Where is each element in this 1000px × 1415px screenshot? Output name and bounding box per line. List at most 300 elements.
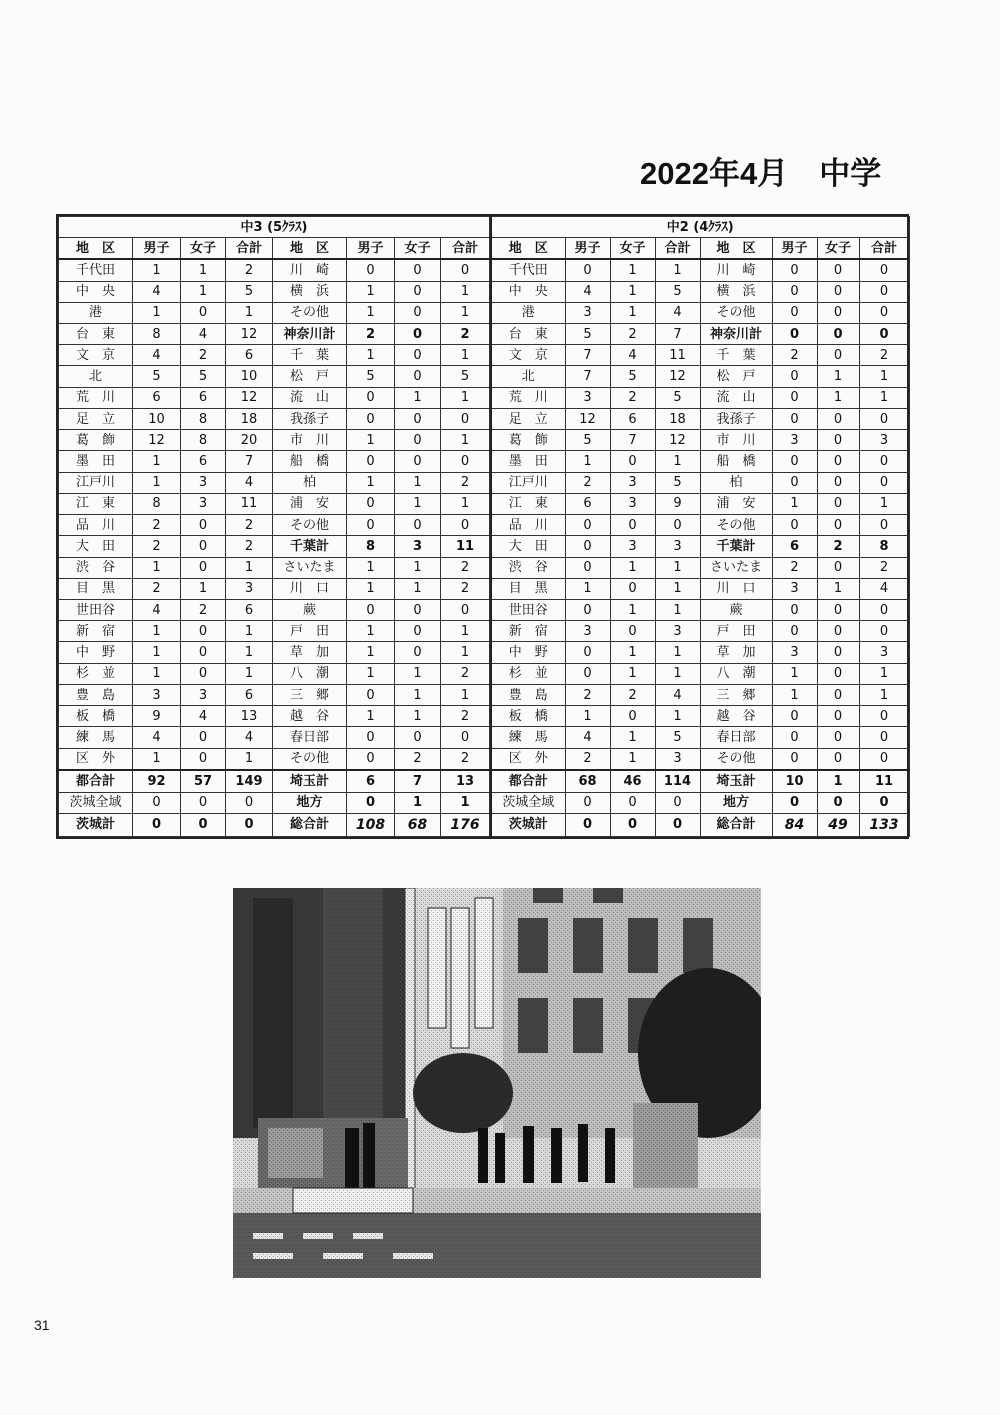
- count-cell: 3: [181, 472, 226, 493]
- region-cell: 杉 並: [491, 663, 565, 684]
- count-cell: 7: [395, 770, 441, 792]
- table-row: [491, 259, 909, 281]
- count-cell: 4: [610, 345, 655, 366]
- col-header: 男子: [133, 238, 181, 260]
- count-cell: 1: [226, 302, 273, 323]
- count-cell: 5: [610, 366, 655, 387]
- count-cell: 0: [817, 600, 859, 621]
- count-cell: 3: [859, 430, 909, 451]
- count-cell: 1: [226, 642, 273, 663]
- table-group-title: 中2 (4ｸﾗｽ): [491, 217, 909, 238]
- count-cell: 3: [565, 302, 610, 323]
- table-row: [491, 727, 909, 748]
- count-cell: 0: [347, 259, 395, 281]
- region-cell: 豊 島: [59, 684, 133, 705]
- count-cell: 20: [226, 430, 273, 451]
- count-cell: 1: [133, 472, 181, 493]
- count-cell: 0: [610, 813, 655, 836]
- count-cell: 0: [347, 792, 395, 813]
- count-cell: 0: [610, 706, 655, 727]
- region-cell: さいたま: [273, 557, 347, 578]
- region-cell: その他: [273, 748, 347, 770]
- count-cell: 0: [181, 557, 226, 578]
- count-cell: 7: [655, 323, 700, 344]
- count-cell: 0: [395, 430, 441, 451]
- count-cell: 3: [655, 748, 700, 770]
- region-cell: 文 京: [59, 345, 133, 366]
- count-cell: 1: [133, 663, 181, 684]
- count-cell: 0: [859, 323, 909, 344]
- count-cell: 1: [181, 578, 226, 599]
- table-row: [491, 792, 909, 813]
- region-cell: 地方: [273, 792, 347, 813]
- count-cell: 8: [181, 430, 226, 451]
- region-cell: 草 加: [700, 642, 772, 663]
- table-row: [59, 663, 490, 684]
- region-cell: 荒 川: [59, 387, 133, 408]
- count-cell: 0: [395, 515, 441, 536]
- table-row: [59, 727, 490, 748]
- count-cell: 1: [395, 706, 441, 727]
- table-row: [59, 770, 490, 792]
- count-cell: 0: [817, 430, 859, 451]
- region-cell: 豊 島: [491, 684, 565, 705]
- count-cell: 8: [859, 536, 909, 557]
- region-cell: 中 央: [59, 281, 133, 302]
- count-cell: 0: [859, 792, 909, 813]
- table-row: [59, 706, 490, 727]
- count-cell: 1: [395, 493, 441, 514]
- count-cell: 11: [441, 536, 490, 557]
- count-cell: 3: [226, 578, 273, 599]
- table-ju2: [490, 216, 910, 837]
- region-cell: 茨城全域: [491, 792, 565, 813]
- count-cell: 7: [610, 430, 655, 451]
- count-cell: 13: [441, 770, 490, 792]
- count-cell: 0: [226, 792, 273, 813]
- count-cell: 1: [655, 557, 700, 578]
- region-cell: 目 黒: [491, 578, 565, 599]
- count-cell: 92: [133, 770, 181, 792]
- count-cell: 0: [817, 515, 859, 536]
- count-cell: 12: [655, 366, 700, 387]
- count-cell: 108: [347, 813, 395, 836]
- table-row: [59, 493, 490, 514]
- count-cell: 1: [441, 281, 490, 302]
- region-cell: 千 葉: [700, 345, 772, 366]
- count-cell: 8: [133, 323, 181, 344]
- count-cell: 2: [226, 515, 273, 536]
- count-cell: 0: [441, 259, 490, 281]
- region-cell: 杉 並: [59, 663, 133, 684]
- region-cell: 神奈川計: [700, 323, 772, 344]
- count-cell: 6: [133, 387, 181, 408]
- count-cell: 2: [772, 557, 817, 578]
- count-cell: 1: [859, 493, 909, 514]
- region-cell: 世田谷: [59, 600, 133, 621]
- region-cell: 区 外: [491, 748, 565, 770]
- count-cell: 2: [441, 557, 490, 578]
- count-cell: 12: [226, 387, 273, 408]
- table-row: [491, 451, 909, 472]
- region-cell: 新 宿: [59, 621, 133, 642]
- count-cell: 12: [133, 430, 181, 451]
- count-cell: 4: [565, 727, 610, 748]
- region-cell: 三 郷: [700, 684, 772, 705]
- region-cell: 蕨: [700, 600, 772, 621]
- count-cell: 3: [610, 493, 655, 514]
- region-cell: 練 馬: [491, 727, 565, 748]
- count-cell: 2: [226, 536, 273, 557]
- region-cell: 横 浜: [273, 281, 347, 302]
- count-cell: 0: [859, 281, 909, 302]
- count-cell: 1: [610, 302, 655, 323]
- region-cell: 船 橋: [273, 451, 347, 472]
- region-cell: 墨 田: [491, 451, 565, 472]
- count-cell: 0: [610, 792, 655, 813]
- region-cell: 八 潮: [700, 663, 772, 684]
- count-cell: 0: [772, 748, 817, 770]
- count-cell: 2: [133, 536, 181, 557]
- count-cell: 0: [565, 663, 610, 684]
- count-cell: 0: [610, 621, 655, 642]
- table-row: [59, 600, 490, 621]
- count-cell: 5: [226, 281, 273, 302]
- count-cell: 7: [565, 366, 610, 387]
- region-cell: 北: [491, 366, 565, 387]
- count-cell: 0: [817, 621, 859, 642]
- count-cell: 1: [441, 430, 490, 451]
- region-cell: 船 橋: [700, 451, 772, 472]
- count-cell: 1: [395, 557, 441, 578]
- count-cell: 1: [395, 684, 441, 705]
- region-cell: 足 立: [491, 408, 565, 429]
- region-cell: 千代田: [59, 259, 133, 281]
- count-cell: 149: [226, 770, 273, 792]
- count-cell: 2: [181, 345, 226, 366]
- count-cell: 4: [226, 727, 273, 748]
- count-cell: 4: [133, 600, 181, 621]
- count-cell: 1: [441, 345, 490, 366]
- count-cell: 5: [133, 366, 181, 387]
- count-cell: 0: [181, 515, 226, 536]
- region-cell: 地方: [700, 792, 772, 813]
- region-cell: 総合計: [273, 813, 347, 836]
- count-cell: 4: [565, 281, 610, 302]
- count-cell: 0: [817, 259, 859, 281]
- region-cell: 台 東: [491, 323, 565, 344]
- count-cell: 3: [655, 621, 700, 642]
- count-cell: 0: [181, 813, 226, 836]
- region-cell: その他: [273, 302, 347, 323]
- table-row: [59, 621, 490, 642]
- count-cell: 1: [133, 748, 181, 770]
- count-cell: 0: [181, 663, 226, 684]
- count-cell: 12: [226, 323, 273, 344]
- count-cell: 1: [610, 259, 655, 281]
- region-cell: 川 崎: [700, 259, 772, 281]
- count-cell: 2: [347, 323, 395, 344]
- count-cell: 0: [395, 727, 441, 748]
- col-header: 地 区: [700, 238, 772, 260]
- count-cell: 0: [859, 748, 909, 770]
- table-row: [491, 578, 909, 599]
- table-row: [491, 408, 909, 429]
- count-cell: 1: [395, 792, 441, 813]
- count-cell: 0: [347, 515, 395, 536]
- region-cell: 港: [491, 302, 565, 323]
- table-row: [491, 813, 909, 836]
- region-cell: 文 京: [491, 345, 565, 366]
- count-cell: 1: [133, 302, 181, 323]
- count-cell: 0: [655, 515, 700, 536]
- count-cell: 6: [181, 451, 226, 472]
- count-cell: 1: [347, 663, 395, 684]
- count-cell: 1: [565, 451, 610, 472]
- count-cell: 0: [395, 642, 441, 663]
- region-cell: 荒 川: [491, 387, 565, 408]
- region-cell: 墨 田: [59, 451, 133, 472]
- region-cell: 柏: [700, 472, 772, 493]
- region-cell: 品 川: [59, 515, 133, 536]
- count-cell: 3: [772, 430, 817, 451]
- region-cell: 流 山: [700, 387, 772, 408]
- count-cell: 3: [395, 536, 441, 557]
- count-cell: 0: [395, 345, 441, 366]
- region-cell: 戸 田: [273, 621, 347, 642]
- count-cell: 1: [610, 281, 655, 302]
- count-cell: 1: [441, 642, 490, 663]
- table-row: [59, 748, 490, 770]
- col-header: 男子: [347, 238, 395, 260]
- table-row: [59, 345, 490, 366]
- count-cell: 8: [133, 493, 181, 514]
- region-cell: 流 山: [273, 387, 347, 408]
- count-cell: 1: [859, 663, 909, 684]
- col-header: 女子: [610, 238, 655, 260]
- col-header: 地 区: [273, 238, 347, 260]
- count-cell: 6: [565, 493, 610, 514]
- region-cell: 足 立: [59, 408, 133, 429]
- table-row: [59, 259, 490, 281]
- count-cell: 10: [226, 366, 273, 387]
- count-cell: 4: [859, 578, 909, 599]
- region-cell: 中 央: [491, 281, 565, 302]
- count-cell: 2: [565, 684, 610, 705]
- count-cell: 18: [655, 408, 700, 429]
- count-cell: 1: [772, 493, 817, 514]
- count-cell: 0: [441, 600, 490, 621]
- count-cell: 1: [655, 451, 700, 472]
- count-cell: 1: [655, 578, 700, 599]
- count-cell: 4: [133, 345, 181, 366]
- count-cell: 0: [817, 727, 859, 748]
- col-header: 男子: [565, 238, 610, 260]
- region-cell: 越 谷: [700, 706, 772, 727]
- table-header-row: [59, 238, 490, 260]
- table-row: [491, 748, 909, 770]
- table-ju3: [58, 216, 490, 837]
- count-cell: 0: [565, 792, 610, 813]
- region-cell: その他: [700, 748, 772, 770]
- table-row: [59, 557, 490, 578]
- region-cell: 板 橋: [59, 706, 133, 727]
- region-cell: 千代田: [491, 259, 565, 281]
- count-cell: 1: [181, 259, 226, 281]
- count-cell: 0: [859, 451, 909, 472]
- region-cell: 浦 安: [700, 493, 772, 514]
- table-row: [491, 281, 909, 302]
- table-header-row: [491, 238, 909, 260]
- count-cell: 49: [817, 813, 859, 836]
- count-cell: 1: [347, 557, 395, 578]
- count-cell: 2: [395, 748, 441, 770]
- region-cell: 春日部: [700, 727, 772, 748]
- region-cell: 越 谷: [273, 706, 347, 727]
- region-cell: 埼玉計: [273, 770, 347, 792]
- count-cell: 1: [655, 600, 700, 621]
- table-row: [59, 408, 490, 429]
- table-row: [59, 684, 490, 705]
- table-row: [491, 493, 909, 514]
- count-cell: 6: [226, 345, 273, 366]
- count-cell: 3: [565, 621, 610, 642]
- region-cell: 江 東: [491, 493, 565, 514]
- count-cell: 0: [181, 536, 226, 557]
- count-cell: 2: [441, 663, 490, 684]
- count-cell: 8: [181, 408, 226, 429]
- count-cell: 3: [565, 387, 610, 408]
- count-cell: 0: [772, 515, 817, 536]
- region-cell: 神奈川計: [273, 323, 347, 344]
- col-header: 女子: [181, 238, 226, 260]
- count-cell: 46: [610, 770, 655, 792]
- region-cell: 草 加: [273, 642, 347, 663]
- region-cell: 大 田: [491, 536, 565, 557]
- count-cell: 9: [133, 706, 181, 727]
- count-cell: 0: [181, 748, 226, 770]
- count-cell: 0: [395, 408, 441, 429]
- region-cell: さいたま: [700, 557, 772, 578]
- count-cell: 3: [859, 642, 909, 663]
- region-cell: 港: [59, 302, 133, 323]
- region-cell: 我孫子: [273, 408, 347, 429]
- count-cell: 2: [610, 684, 655, 705]
- table-row: [59, 451, 490, 472]
- count-cell: 1: [441, 302, 490, 323]
- table-row: [491, 600, 909, 621]
- count-cell: 3: [181, 493, 226, 514]
- count-cell: 6: [772, 536, 817, 557]
- count-cell: 1: [347, 578, 395, 599]
- count-cell: 1: [133, 259, 181, 281]
- count-cell: 133: [859, 813, 909, 836]
- region-cell: 葛 飾: [59, 430, 133, 451]
- region-cell: 春日部: [273, 727, 347, 748]
- count-cell: 6: [347, 770, 395, 792]
- count-cell: 1: [395, 578, 441, 599]
- count-cell: 1: [817, 770, 859, 792]
- count-cell: 57: [181, 770, 226, 792]
- count-cell: 1: [395, 387, 441, 408]
- count-cell: 0: [565, 259, 610, 281]
- count-cell: 0: [441, 515, 490, 536]
- count-cell: 0: [817, 493, 859, 514]
- count-cell: 0: [565, 536, 610, 557]
- region-cell: 江戸川: [59, 472, 133, 493]
- count-cell: 0: [772, 387, 817, 408]
- count-cell: 9: [655, 493, 700, 514]
- count-cell: 1: [655, 663, 700, 684]
- region-cell: 新 宿: [491, 621, 565, 642]
- count-cell: 1: [859, 684, 909, 705]
- count-cell: 0: [395, 281, 441, 302]
- count-cell: 1: [226, 748, 273, 770]
- count-cell: 2: [441, 472, 490, 493]
- region-cell: 江 東: [59, 493, 133, 514]
- count-cell: 0: [655, 813, 700, 836]
- count-cell: 0: [817, 557, 859, 578]
- count-cell: 0: [772, 408, 817, 429]
- count-cell: 1: [441, 792, 490, 813]
- region-cell: 都合計: [59, 770, 133, 792]
- count-cell: 0: [395, 323, 441, 344]
- count-cell: 0: [772, 727, 817, 748]
- count-cell: 1: [859, 387, 909, 408]
- count-cell: 5: [181, 366, 226, 387]
- count-cell: 0: [347, 387, 395, 408]
- count-cell: 3: [610, 472, 655, 493]
- table-row: [59, 472, 490, 493]
- table-row: [491, 642, 909, 663]
- count-cell: 0: [817, 281, 859, 302]
- count-cell: 5: [655, 281, 700, 302]
- region-cell: 横 浜: [700, 281, 772, 302]
- count-cell: 3: [133, 684, 181, 705]
- region-cell: 大 田: [59, 536, 133, 557]
- count-cell: 0: [772, 281, 817, 302]
- count-cell: 2: [859, 557, 909, 578]
- count-cell: 1: [817, 578, 859, 599]
- table-row: [59, 515, 490, 536]
- region-cell: 台 東: [59, 323, 133, 344]
- count-cell: 4: [655, 684, 700, 705]
- table-row: [491, 770, 909, 792]
- region-cell: 千葉計: [700, 536, 772, 557]
- table-row: [59, 578, 490, 599]
- count-cell: 0: [610, 451, 655, 472]
- count-cell: 0: [395, 259, 441, 281]
- count-cell: 8: [347, 536, 395, 557]
- count-cell: 7: [565, 345, 610, 366]
- table-row: [59, 642, 490, 663]
- count-cell: 1: [610, 727, 655, 748]
- count-cell: 2: [610, 323, 655, 344]
- school-photo: [233, 888, 761, 1278]
- count-cell: 0: [817, 472, 859, 493]
- table-row: [491, 663, 909, 684]
- region-cell: 蕨: [273, 600, 347, 621]
- table-row: [59, 792, 490, 813]
- count-cell: 0: [772, 706, 817, 727]
- count-cell: 0: [181, 642, 226, 663]
- count-cell: 0: [859, 600, 909, 621]
- count-cell: 68: [565, 770, 610, 792]
- count-cell: 3: [772, 642, 817, 663]
- table-group-title: 中3 (5ｸﾗｽ): [59, 217, 490, 238]
- count-cell: 2: [610, 387, 655, 408]
- region-cell: 渋 谷: [59, 557, 133, 578]
